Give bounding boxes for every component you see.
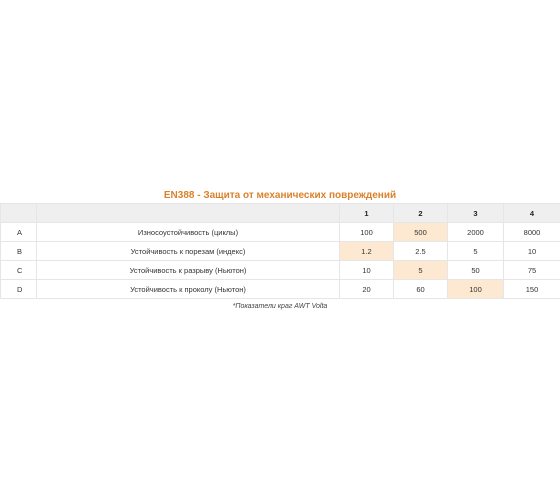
row-label: Устойчивость к проколу (Ньютон) [37,280,340,299]
column-header-1: 1 [340,204,394,223]
row-code: A [1,223,37,242]
table-title: EN388 - Защита от механических повреждений [163,190,397,201]
row-value-highlighted: 1.2 [340,242,394,261]
table-row [1,223,560,242]
row-value: 75 [504,261,560,280]
row-value-highlighted: 100 [448,280,504,299]
row-value: 150 [504,280,560,299]
row-value-highlighted: 5 [394,261,448,280]
row-value: 2000 [448,223,504,242]
row-code: B [1,242,37,261]
table-row [1,242,560,261]
row-label: Износоустойчивость (циклы) [37,223,340,242]
column-header-3: 3 [448,204,504,223]
column-header-4: 4 [504,204,560,223]
row-value: 2.5 [394,242,448,261]
en388-table [0,203,560,299]
row-value: 100 [340,223,394,242]
header-row [1,204,560,223]
row-value: 8000 [504,223,560,242]
table-row [1,261,560,280]
row-value: 5 [448,242,504,261]
row-value: 50 [448,261,504,280]
table-row [1,280,560,299]
row-value: 10 [340,261,394,280]
column-header-2: 2 [394,204,448,223]
row-value: 60 [394,280,448,299]
row-label: Устойчивость к разрыву (Ньютон) [37,261,340,280]
header-label-cell [37,204,340,223]
footnote: *Показатели краг AWT Volta [232,303,328,310]
row-label: Устойчивость к порезам (индекс) [37,242,340,261]
row-value: 20 [340,280,394,299]
row-value: 10 [504,242,560,261]
header-code-cell [1,204,37,223]
row-code: C [1,261,37,280]
row-code: D [1,280,37,299]
row-value-highlighted: 500 [394,223,448,242]
